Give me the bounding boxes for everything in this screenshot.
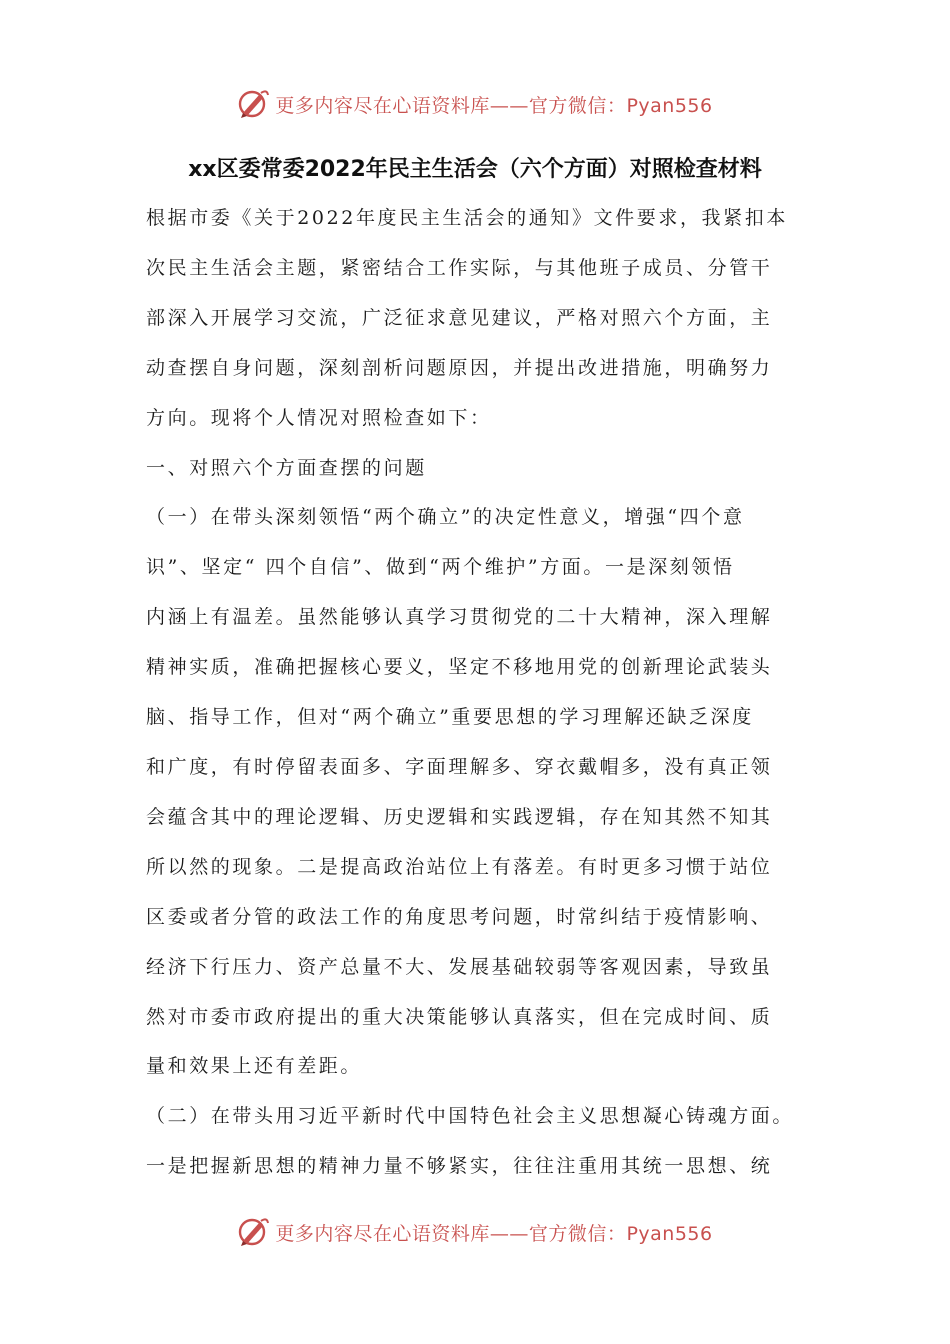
text-line: 次民主生活会主题，紧密结合工作实际，与其他班子成员、分管干: [146, 256, 773, 279]
text-line: 部深入开展学习交流，广泛征求意见建议，严格对照六个方面，主: [146, 306, 773, 329]
text-line: 区委或者分管的政法工作的角度思考问题，时常纠结于疫情影响、: [146, 905, 773, 928]
wechat-handle: Pyan556: [626, 94, 713, 117]
text-line: 和广度，有时停留表面多、字面理解多、穿衣戴帽多，没有真正领: [146, 755, 773, 778]
text-line: 方向。现将个人情况对照检查如下：: [146, 406, 492, 429]
banner-text: 更多内容尽在心语资料库——官方微信：Pyan556: [275, 1222, 713, 1245]
text-line: 会蕴含其中的理论逻辑、历史逻辑和实践逻辑，存在知其然不知其: [146, 805, 773, 828]
text-line: 脑、指导工作，但对“两个确立”重要思想的学习理解还缺乏深度: [146, 706, 754, 729]
section-heading: 一、对照六个方面查摆的问题: [146, 456, 427, 479]
text-line: 识”、坚定“ 四个自信”、做到“两个维护”方面。一是深刻领悟: [146, 556, 735, 579]
text-line: 精神实质，准确把握核心要义，坚定不移地用党的创新理论武装头: [146, 656, 773, 679]
text-line: 然对市委市政府提出的重大决策能够认真落实，但在完成时间、质: [146, 1005, 773, 1028]
text-line: 根据市委《关于2022年度民主生活会的通知》文件要求，我紧扣本: [146, 207, 788, 229]
footer-watermark-banner: [0, 1212, 950, 1252]
document-body: [146, 194, 810, 1192]
text-line: 所以然的现象。二是提高政治站位上有落差。有时更多习惯于站位: [146, 855, 773, 878]
document-title: xx区委常委2022年民主生活会（六个方面）对照检查材料: [188, 157, 762, 182]
text-line: （二）在带头用习近平新时代中国特色社会主义思想凝心铸魂方面。: [146, 1105, 795, 1128]
header-watermark-banner: [0, 84, 950, 124]
banner-text: 更多内容尽在心语资料库——官方微信：Pyan556: [275, 94, 713, 117]
text-line: 一是把握新思想的精神力量不够紧实，往往注重用其统一思想、统: [146, 1155, 773, 1178]
wechat-handle: Pyan556: [626, 1222, 713, 1245]
text-line: 内涵上有温差。虽然能够认真学习贯彻党的二十大精神，深入理解: [146, 606, 773, 629]
pen-logo-icon: [237, 1215, 271, 1249]
text-line: （一）在带头深刻领悟“两个确立”的决定性意义，增强“四个意: [146, 506, 745, 529]
text-line: 动查摆自身问题，深刻剖析问题原因，并提出改进措施，明确努力: [146, 356, 773, 379]
pen-logo-icon: [237, 87, 271, 121]
text-line: 量和效果上还有差距。: [146, 1055, 363, 1078]
text-line: 经济下行压力、资产总量不大、发展基础较弱等客观因素，导致虽: [146, 955, 773, 978]
